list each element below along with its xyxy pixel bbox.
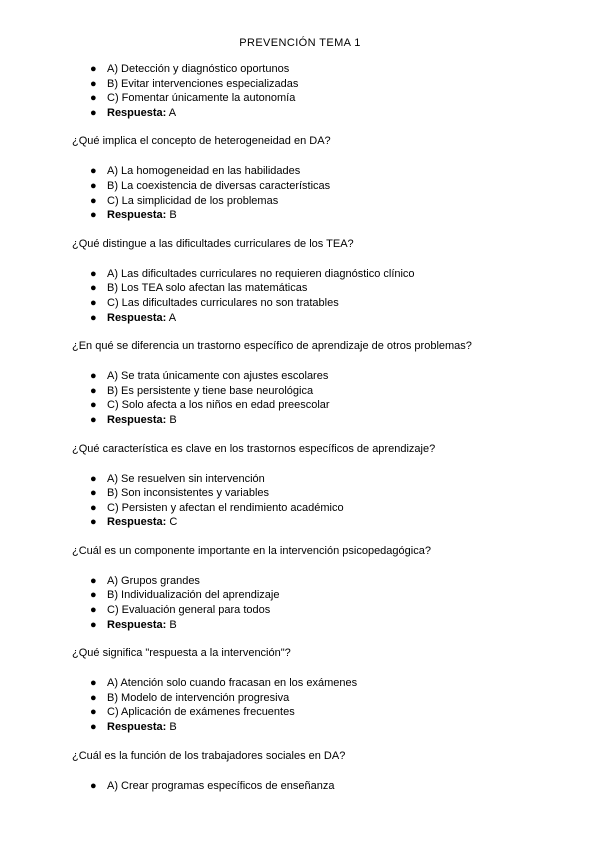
list-item: ● A) Detección y diagnóstico oportunos <box>90 63 290 75</box>
answer-label: Respuesta: <box>107 209 167 222</box>
question-text: ¿Cuál es la función de los trabajadores sociales en DA? <box>72 749 346 762</box>
bullet-icon: ● <box>90 487 97 500</box>
bullet-icon: ● <box>90 721 97 734</box>
answer-value: C <box>169 516 178 529</box>
answer-item <box>72 413 542 428</box>
list-item: ● A) Se trata únicamente con ajustes escolares <box>90 370 329 383</box>
list-item: ● B) Modelo de intervención progresiva <box>90 691 290 704</box>
bullet-icon: ● <box>90 92 97 105</box>
list-item: ● B) Individualización del aprendizaje <box>90 589 280 602</box>
bullet-icon: ● <box>90 399 97 412</box>
answer-value: B <box>169 209 177 222</box>
bullet-icon: ● <box>90 106 97 119</box>
answer-value: A <box>168 106 177 119</box>
bullet-icon: ● <box>90 165 97 178</box>
option-list <box>72 779 542 794</box>
question-text: ¿En qué se diferencia un trastorno específico de aprendizaje de otros problemas? <box>72 340 472 353</box>
bullet-icon: ● <box>90 370 97 383</box>
option-list <box>72 164 542 222</box>
list-item: ● A) Atención solo cuando fracasan en los exámenes <box>90 677 358 690</box>
answer-label: Respuesta: <box>107 106 167 119</box>
answer-label: Respuesta: <box>107 516 167 529</box>
answer-value: A <box>168 311 177 324</box>
bullet-icon: ● <box>90 618 97 631</box>
page-title: PREVENCIÓN TEMA 1 <box>239 37 361 49</box>
answer-item <box>72 618 542 633</box>
bullet-icon: ● <box>90 677 97 690</box>
list-item: ● A) Las dificultades curriculares no requieren diagnóstico clínico <box>90 267 415 280</box>
list-item: ● B) Es persistente y tiene base neurológica <box>90 384 314 397</box>
bullet-icon: ● <box>90 516 97 529</box>
bullet-icon: ● <box>90 282 97 295</box>
answer-label: Respuesta: <box>107 413 167 426</box>
list-item: ● C) Evaluación general para todos <box>90 604 271 617</box>
list-item: ● C) Solo afecta a los niños en edad preescolar <box>90 399 330 412</box>
bullet-icon: ● <box>90 472 97 485</box>
list-item: ● A) La homogeneidad en las habilidades <box>90 165 301 178</box>
list-item: ● C) Persisten y afectan el rendimiento académico <box>90 501 344 514</box>
bullet-icon: ● <box>90 413 97 426</box>
answer-label: Respuesta: <box>107 311 167 324</box>
answer-item <box>72 311 542 326</box>
bullet-icon: ● <box>90 604 97 617</box>
bullet-icon: ● <box>90 209 97 222</box>
answer-item <box>72 208 542 223</box>
option-list <box>72 472 542 530</box>
answer-value: B <box>169 413 177 426</box>
bullet-icon: ● <box>90 574 97 587</box>
list-item: ● C) Aplicación de exámenes frecuentes <box>90 706 295 719</box>
bullet-icon: ● <box>90 706 97 719</box>
list-item: ● C) Las dificultades curriculares no son tratables <box>90 296 339 309</box>
list-item: ● B) La coexistencia de diversas características <box>90 179 331 192</box>
list-item: ● A) Crear programas específicos de enseñanza <box>90 779 335 792</box>
answer-label: Respuesta: <box>107 721 167 734</box>
list-item: ● A) Grupos grandes <box>90 574 200 587</box>
list-item: ● C) La simplicidad de los problemas <box>90 194 279 207</box>
option-list <box>72 574 542 632</box>
answer-label: Respuesta: <box>107 618 167 631</box>
answer-value: B <box>169 721 177 734</box>
question-text: ¿Qué distingue a las dificultades curriculares de los TEA? <box>72 237 354 250</box>
list-item: ● C) Fomentar únicamente la autonomía <box>90 92 296 105</box>
bullet-icon: ● <box>90 384 97 397</box>
bullet-icon: ● <box>90 311 97 324</box>
answer-item <box>72 106 542 121</box>
bullet-icon: ● <box>90 77 97 90</box>
bullet-icon: ● <box>90 179 97 192</box>
bullet-icon: ● <box>90 779 97 792</box>
question-text: ¿Cuál es un componente importante en la intervención psicopedagógica? <box>72 544 431 557</box>
bullet-icon: ● <box>90 589 97 602</box>
bullet-icon: ● <box>90 296 97 309</box>
option-list <box>72 62 542 120</box>
list-item: ● B) Evitar intervenciones especializadas <box>90 77 299 90</box>
question-text: ¿Qué implica el concepto de heterogeneidad en DA? <box>72 135 331 148</box>
answer-item <box>72 515 542 530</box>
option-list <box>72 369 542 427</box>
bullet-icon: ● <box>90 501 97 514</box>
list-item: ● A) Se resuelven sin intervención <box>90 472 265 485</box>
answer-item <box>72 720 542 735</box>
answer-value: B <box>169 618 177 631</box>
bullet-icon: ● <box>90 691 97 704</box>
bullet-icon: ● <box>90 267 97 280</box>
list-item: ● B) Son inconsistentes y variables <box>90 487 270 500</box>
quiz-content <box>72 62 542 793</box>
question-text: ¿Qué característica es clave en los trastornos específicos de aprendizaje? <box>72 442 436 455</box>
list-item: ● B) Los TEA solo afectan las matemáticas <box>90 282 308 295</box>
option-list <box>72 676 542 734</box>
option-list <box>72 267 542 325</box>
question-text: ¿Qué significa "respuesta a la intervención"? <box>72 647 291 660</box>
bullet-icon: ● <box>90 63 97 75</box>
bullet-icon: ● <box>90 194 97 207</box>
